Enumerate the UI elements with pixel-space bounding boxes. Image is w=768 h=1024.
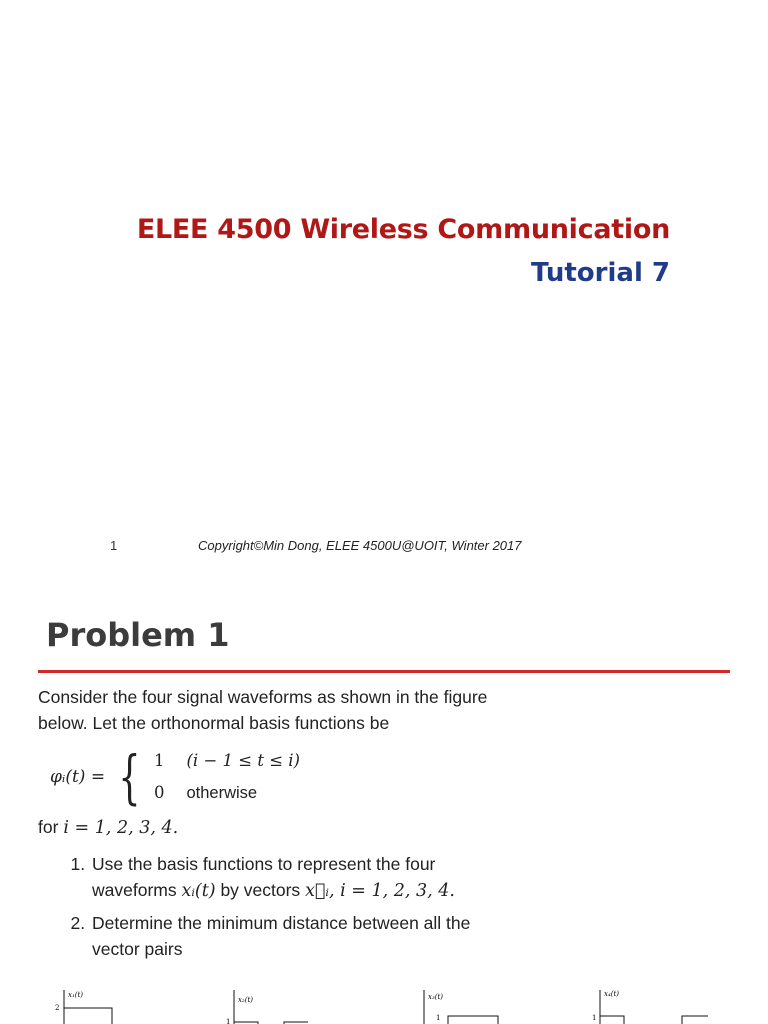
piecewise-cases — [154, 748, 300, 806]
waveform-x4 — [592, 990, 708, 1024]
waveform-x3-label: x₃(t) — [428, 993, 444, 1001]
waveform-x1-label: x₁(t) — [68, 991, 84, 999]
question-1 — [90, 851, 598, 904]
case-one-condition: (i − 1 ≤ t ≤ i) — [186, 751, 300, 770]
question-1-line-1: Use the basis functions to represent the four — [92, 854, 436, 874]
question-2-line-2: vector pairs — [92, 939, 183, 959]
question-2 — [90, 910, 598, 962]
waveform-x1 — [55, 990, 112, 1024]
intro-line-2: below. Let the orthonormal basis functions be — [38, 713, 390, 733]
waveform-x4-tick-1: 1 — [592, 1014, 597, 1022]
waveform-x4-label: x₄(t) — [604, 990, 620, 998]
question-1-text-a: waveforms — [92, 880, 177, 900]
basis-function-definition — [50, 743, 598, 811]
waveform-x2 — [226, 990, 308, 1024]
index-range: i = 1, 2, 3, 4. — [63, 818, 179, 838]
case-one-value: 1 — [153, 751, 165, 770]
waveform-x2-tick-1: 1 — [226, 1018, 231, 1024]
waveform-x1-tick-2: 2 — [55, 1004, 60, 1012]
left-brace: { — [118, 743, 141, 811]
waveform-x1-trace — [64, 1008, 112, 1024]
intro-line-1: Consider the four signal waveforms as shown in the figure — [38, 687, 488, 707]
case-one — [154, 748, 300, 774]
index-range-line — [38, 814, 598, 841]
waveform-x4-trace-a — [600, 1016, 624, 1024]
waveform-figure — [40, 986, 760, 1024]
copyright-footer: Copyright©Min Dong, ELEE 4500U@UOIT, Winter 2017 — [198, 538, 522, 553]
basis-function-lhs: φᵢ(t) = — [50, 767, 106, 787]
tutorial-subtitle: Tutorial 7 — [530, 258, 670, 288]
case-two-value: 0 — [153, 783, 165, 802]
waveform-x3 — [424, 990, 498, 1024]
for-prefix: for — [38, 817, 59, 837]
waveform-x3-tick-1: 1 — [436, 1014, 441, 1022]
title-divider — [38, 670, 730, 673]
question-1-math-b: x⃗ᵢ, i = 1, 2, 3, 4. — [305, 881, 455, 901]
problem-body — [38, 684, 598, 968]
waveform-x3-trace — [448, 1016, 498, 1024]
case-two — [154, 780, 300, 806]
problem-title: Problem 1 — [46, 616, 230, 654]
question-1-math-a: xᵢ(t) — [181, 881, 216, 901]
question-2-line-1: Determine the minimum distance between all the — [92, 913, 471, 933]
course-title: ELEE 4500 Wireless Communication — [136, 214, 670, 245]
page-number: 1 — [110, 538, 118, 553]
waveform-x2-label: x₂(t) — [238, 996, 254, 1004]
case-two-condition: otherwise — [186, 784, 258, 802]
question-list — [38, 851, 598, 962]
question-1-text-b: by vectors — [220, 880, 301, 900]
problem-slide — [0, 590, 768, 1024]
waveform-x4-trace-b — [682, 1016, 708, 1024]
